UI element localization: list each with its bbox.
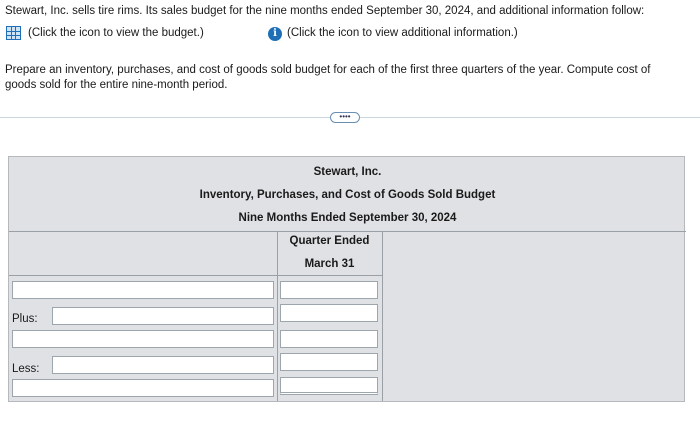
intro-text: Stewart, Inc. sells tire rims. Its sales budget for the nine months ended September 30, 2024, and additional information follow: — [5, 5, 645, 17]
row-1-label-input[interactable] — [12, 281, 274, 299]
column-header: March 31 — [304, 258, 355, 270]
less-value-input[interactable] — [280, 353, 378, 371]
company-name: Stewart, Inc. — [313, 166, 382, 178]
less-label: Less: — [12, 363, 40, 375]
total-label-input[interactable] — [12, 379, 274, 397]
more-button[interactable]: •••• — [330, 112, 360, 123]
prompt-line-2: goods sold for the entire nine-month period. — [5, 79, 228, 91]
subtotal-value-input[interactable] — [280, 330, 378, 348]
column-header-rule — [9, 275, 382, 276]
total-value-input[interactable] — [280, 377, 378, 395]
prompt-line-1: Prepare an inventory, purchases, and cost of goods sold budget for each of the first three quarters of the year. Compute cost of — [5, 64, 651, 76]
plus-value-input[interactable] — [280, 304, 378, 322]
info-icon[interactable]: i — [268, 27, 282, 41]
value-column-divider — [382, 231, 383, 401]
budget-link[interactable]: (Click the icon to view the budget.) — [28, 27, 204, 39]
budget-title: Inventory, Purchases, and Cost of Goods Sold Budget — [199, 189, 496, 201]
table-grid-icon[interactable] — [6, 26, 21, 40]
info-link[interactable]: (Click the icon to view additional information.) — [287, 27, 518, 39]
label-column-divider — [277, 231, 278, 401]
column-group-header: Quarter Ended — [289, 235, 370, 247]
plus-label-input[interactable] — [52, 307, 274, 325]
row-1-value-input[interactable] — [280, 281, 378, 299]
header-rule — [9, 231, 686, 232]
subtotal-label-input[interactable] — [12, 330, 274, 348]
budget-period: Nine Months Ended September 30, 2024 — [238, 212, 457, 224]
budget-sheet — [8, 156, 685, 402]
less-label-input[interactable] — [52, 356, 274, 374]
plus-label: Plus: — [12, 313, 38, 325]
